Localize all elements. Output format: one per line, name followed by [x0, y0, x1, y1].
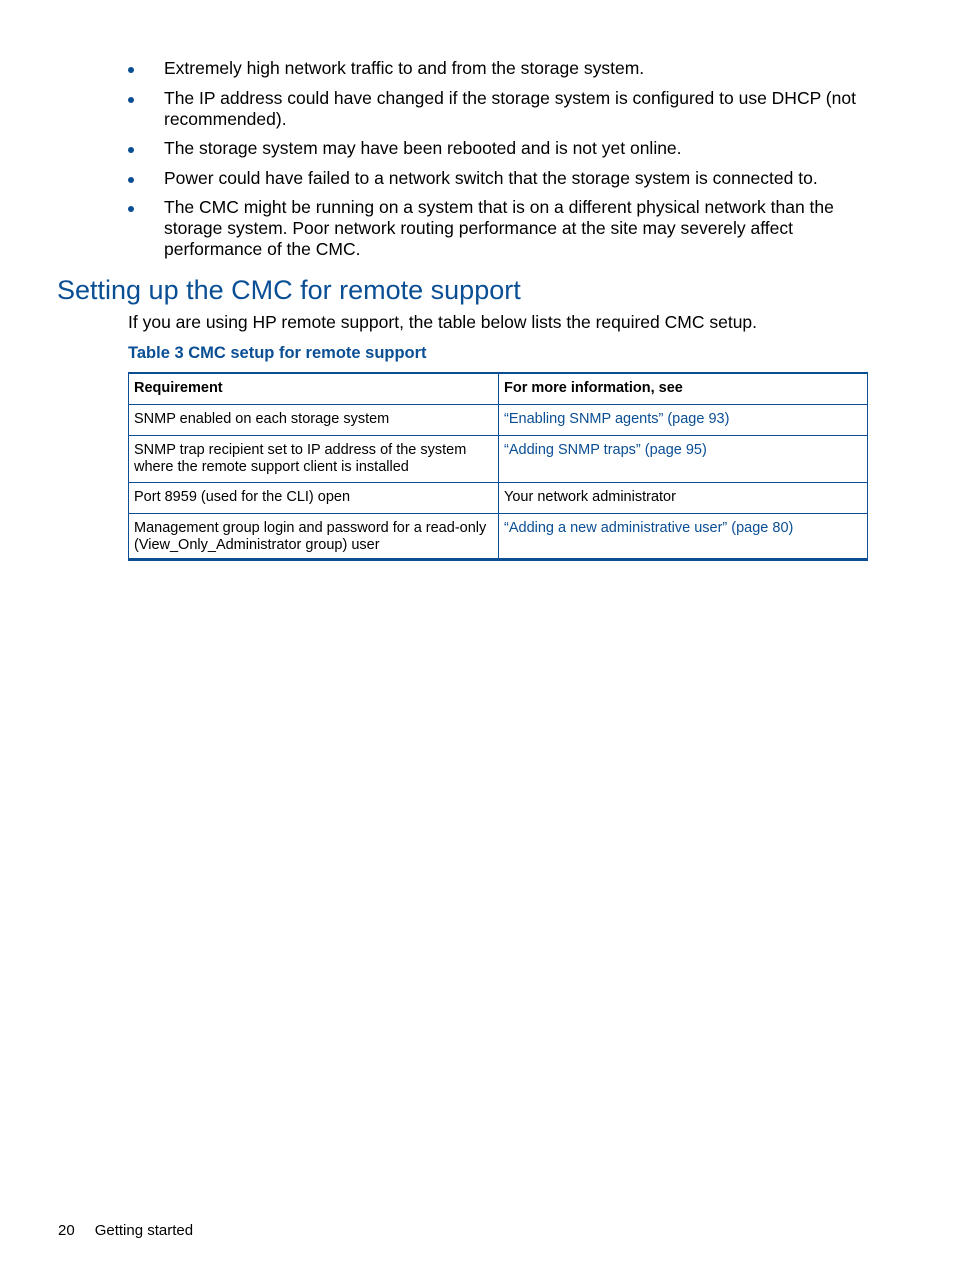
bullet-item — [128, 58, 873, 79]
column-header-info: For more information, see — [499, 373, 868, 405]
bullet-item — [128, 88, 873, 130]
table-row — [129, 483, 868, 514]
table-row — [129, 436, 868, 483]
bullet-text: The IP address could have changed if the storage system is configured to use DHCP (not recommended). — [164, 87, 856, 129]
info-cell — [499, 514, 868, 560]
cmc-setup-table — [128, 372, 868, 561]
info-cell: Your network administrator — [499, 483, 868, 514]
adding-administrative-user-link[interactable]: “Adding a new administrative user” (page 80) — [504, 520, 794, 536]
bullet-item — [128, 197, 873, 260]
table-row — [129, 514, 868, 560]
bullet-text: The storage system may have been rebooted and is not yet online. — [164, 138, 682, 158]
table-caption: Table 3 CMC setup for remote support — [128, 344, 427, 362]
table-header-row — [129, 373, 868, 405]
page-number: 20 — [58, 1222, 75, 1239]
info-cell — [499, 436, 868, 483]
bullet-text: The CMC might be running on a system that is on a different physical network than the storage system. Poor network routing performance at the site may severely affect performance of the CMC. — [164, 197, 834, 259]
requirement-cell: SNMP enabled on each storage system — [129, 405, 499, 436]
table-row — [129, 405, 868, 436]
bullet-dot-icon — [128, 177, 134, 183]
bullet-item — [128, 138, 873, 159]
bullet-dot-icon — [128, 206, 134, 212]
requirement-cell: SNMP trap recipient set to IP address of the system where the remote support client is installed — [129, 436, 499, 483]
bullet-dot-icon — [128, 147, 134, 153]
requirement-cell: Port 8959 (used for the CLI) open — [129, 483, 499, 514]
bullet-list — [128, 58, 873, 269]
page-footer — [58, 1221, 193, 1241]
bullet-text: Extremely high network traffic to and from the storage system. — [164, 58, 645, 78]
chapter-title: Getting started — [94, 1222, 194, 1239]
bullet-dot-icon — [128, 67, 134, 73]
bullet-item — [128, 168, 873, 189]
column-header-requirement: Requirement — [129, 373, 499, 405]
requirement-cell: Management group login and password for a read-only (View_Only_Administrator group) user — [129, 514, 499, 560]
adding-snmp-traps-link[interactable]: “Adding SNMP traps” (page 95) — [504, 442, 707, 458]
bullet-text: Power could have failed to a network switch that the storage system is connected to. — [164, 167, 818, 188]
enabling-snmp-agents-link[interactable]: “Enabling SNMP agents” (page 93) — [504, 411, 730, 427]
bullet-dot-icon — [128, 97, 134, 103]
info-cell — [499, 405, 868, 436]
section-intro: If you are using HP remote support, the table below lists the required CMC setup. — [128, 312, 758, 332]
section-heading: Setting up the CMC for remote support — [57, 275, 521, 305]
